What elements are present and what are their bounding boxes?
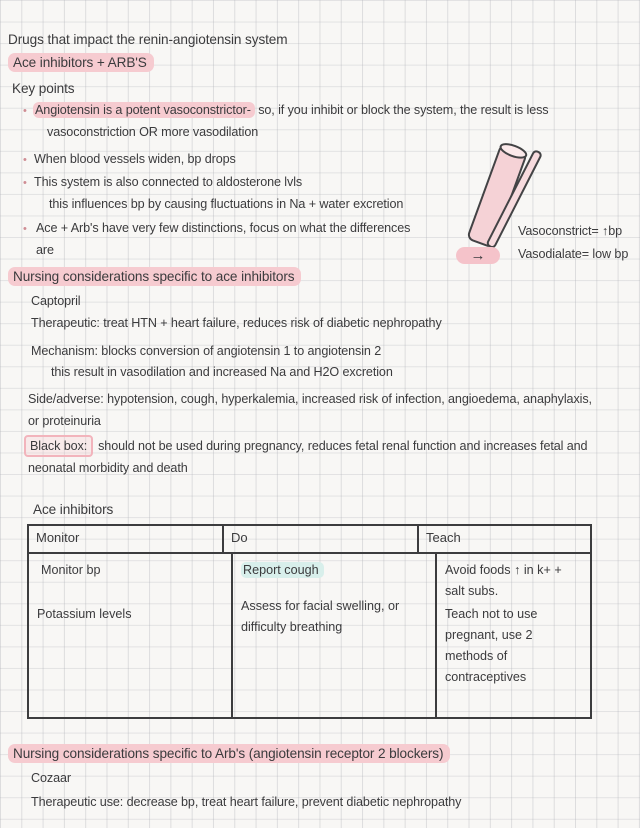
arb-therapeutic: Therapeutic use: decrease bp, treat heart failure, prevent diabetic nephropathy: [31, 795, 462, 809]
table-body: [29, 554, 590, 717]
ace-black-box-line: [24, 435, 587, 457]
teach-pregnancy: Teach not to use pregnant, use 2 methods of contraceptives: [445, 607, 538, 684]
bullet-aldosterone-cont: this influences bp by causing fluctuations in Na + water excretion: [49, 197, 404, 211]
cell-teach: [437, 554, 590, 717]
bullet-aldosterone: This system is also connected to aldosterone lvls: [34, 175, 303, 189]
bullet-icon: •: [23, 105, 27, 117]
arb-section-heading: [8, 745, 450, 763]
key-points-heading: Key points: [12, 81, 75, 96]
table-title: Ace inhibitors: [33, 502, 114, 517]
ace-black-box-cont: neonatal morbidity and death: [28, 461, 188, 475]
col-header-teach: Teach: [426, 530, 461, 545]
ace-therapeutic: Therapeutic: treat HTN + heart failure, reduces risk of diabetic nephropathy: [31, 316, 442, 330]
ace-inhibitors-table: [27, 524, 592, 719]
ace-side-adverse-2: or proteinuria: [28, 414, 101, 428]
col-header-monitor: Monitor: [29, 526, 224, 552]
arrow-glyph: →: [470, 247, 486, 264]
drug-captopril: Captopril: [31, 294, 81, 308]
ace-mechanism: Mechanism: blocks conversion of angiotensin 1 to angiotensin 2: [31, 344, 382, 358]
bullet-distinctions-cont: are: [36, 243, 54, 257]
bullet-angiotensin-highlight: Angiotensin is a potent vasoconstrictor-: [33, 102, 255, 118]
ace-heading-highlight: Nursing considerations specific to ace inhibitors: [8, 267, 301, 286]
bullet-icon: •: [23, 154, 27, 166]
cell-monitor: [29, 554, 233, 717]
bullet-angiotensin: [33, 101, 549, 119]
report-cough-line: [241, 560, 427, 581]
col-header-do: Do: [224, 526, 419, 552]
bullet-angiotensin-rest: so, if you inhibit or block the system, the result is less: [254, 103, 549, 117]
table-header-row: [29, 526, 590, 554]
bullet-distinctions: Ace + Arb's have very few distinctions, focus on what the differences: [36, 221, 411, 235]
ace-side-adverse-1: Side/adverse: hypotension, cough, hyperkalemia, increased risk of infection, angioedema, anaphylaxis,: [28, 392, 592, 406]
ace-mechanism-cont: this result in vasodilation and increased Na and H2O excretion: [51, 365, 393, 379]
potassium-levels: Potassium levels: [37, 607, 132, 621]
assess-swelling: Assess for facial swelling, or difficulty breathing: [241, 599, 400, 634]
section-subtitle: [8, 54, 154, 72]
monitor-bp: Monitor bp: [41, 563, 101, 577]
arb-heading-highlight: Nursing considerations specific to Arb's (angiotensin receptor 2 blockers): [8, 744, 450, 763]
bullet-icon: •: [23, 223, 27, 235]
drug-cozaar: Cozaar: [31, 771, 71, 785]
report-cough-highlight: Report cough: [241, 562, 324, 578]
avoid-foods: Avoid foods ↑ in k+ + salt subs.: [445, 563, 562, 598]
page-title: Drugs that impact the renin-angiotensin system: [8, 32, 288, 47]
arrow-icon: [456, 247, 500, 264]
vasoconstrict-label: Vasoconstrict= ↑bp: [518, 224, 623, 238]
subtitle-highlight: Ace inhibitors + ARB'S: [8, 53, 154, 72]
bullet-vessels-widen: When blood vessels widen, bp drops: [34, 152, 236, 166]
bullet-icon: •: [23, 177, 27, 189]
cell-do: [233, 554, 437, 717]
black-box-text: should not be used during pregnancy, reduces fetal renal function and increases fetal and: [98, 439, 588, 453]
ace-section-heading: [8, 268, 301, 286]
black-box-label: Black box:: [24, 435, 93, 457]
bullet-angiotensin-cont: vasoconstriction OR more vasodilation: [47, 125, 259, 139]
vasodilate-label: Vasodialate= low bp: [518, 247, 629, 261]
